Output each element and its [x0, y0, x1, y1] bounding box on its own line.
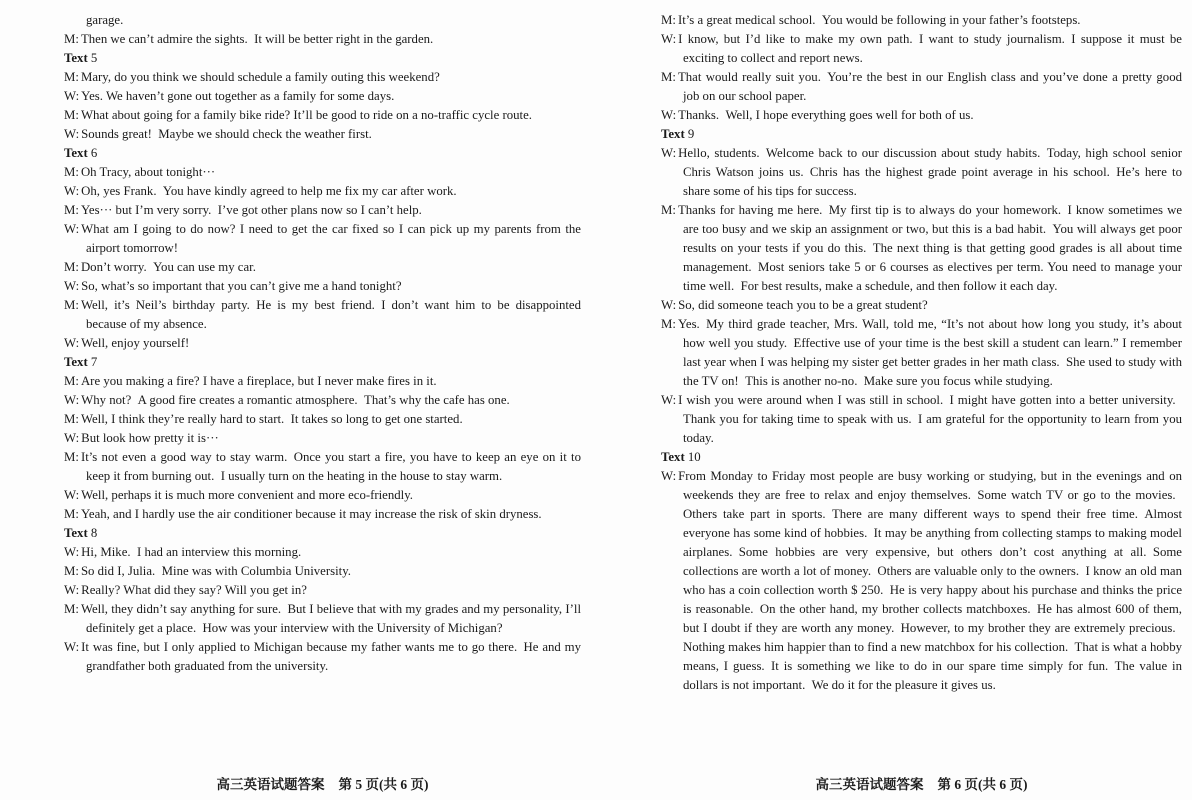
dialogue-line: W: Thanks. Well, I hope everything goes well for both of us. — [661, 108, 974, 122]
dialogue-line: W: Really? What did they say? Will you get in? — [64, 583, 307, 597]
dialogue-line: W: It was fine, but I only applied to Michigan because my father wants me to go there. He and my grandfather both graduated from the university. — [64, 640, 581, 673]
dialogue-line: W: Yes. We haven’t gone out together as a family for some days. — [64, 89, 395, 103]
speaker-label: W: — [661, 32, 677, 46]
speaker-label: M: — [64, 564, 79, 578]
speaker-label: W: — [64, 127, 80, 141]
speaker-label: W: — [64, 393, 80, 407]
dialogue-line: M: Are you making a fire? I have a fireplace, but I never make fires in it. — [64, 374, 437, 388]
dialogue-line: W: I wish you were around when I was still in school. I might have gotten into a better university. Thank you for taking time to speak with us. I am grateful for the opportunity to learn from you today. — [661, 393, 1182, 445]
speaker-label: M: — [64, 108, 79, 122]
dialogue-line: M: Thanks for having me here. My first tip is to always do your homework. I know sometimes we are too busy and we skip an assignment or two, but this is a bad habit. You will always get poor results on your tests if you do this. The next thing is that getting good grades is all about time management. Most seniors take 5 or 6 courses as electives per term. You need to manage your time well. For best results, make a schedule, and then follow it each day. — [661, 203, 1182, 293]
text-section-label: Text — [64, 146, 88, 160]
footer-page-number: 第 6 页(共 6 页) — [937, 777, 1028, 792]
dialogue-line: M: Well, they didn’t say anything for sure. But I believe that with my grades and my personality, I’ll definitely get a place. How was your interview with the University of Michigan? — [64, 602, 581, 635]
text-section-label: Text — [64, 526, 88, 540]
speaker-label: W: — [64, 488, 80, 502]
speaker-label: M: — [661, 203, 676, 217]
dialogue-line: W: Hi, Mike. I had an interview this morning. — [64, 545, 302, 559]
speaker-label: W: — [661, 393, 677, 407]
speaker-label: M: — [64, 507, 79, 521]
page-footer-right — [661, 770, 1182, 800]
speaker-label: M: — [64, 374, 79, 388]
text-section-label: Text — [64, 355, 88, 369]
speaker-label: W: — [64, 545, 80, 559]
continuation-line: garage. — [86, 13, 124, 27]
text-section-heading: Text 9 — [661, 127, 695, 141]
speaker-label: W: — [661, 298, 677, 312]
text-section-heading: Text 10 — [661, 450, 701, 464]
speaker-label: W: — [661, 469, 677, 483]
speaker-label: M: — [64, 165, 79, 179]
text-section-label: Text — [661, 450, 685, 464]
dialogue-line: W: So, did someone teach you to be a great student? — [661, 298, 928, 312]
dialogue-line: M: Don’t worry. You can use my car. — [64, 260, 256, 274]
speaker-label: W: — [64, 89, 80, 103]
footer-title: 高三英语试题答案 — [815, 777, 924, 792]
dialogue-line: W: So, what’s so important that you can’t give me a hand tonight? — [64, 279, 402, 293]
dialogue-line: M: Mary, do you think we should schedule a family outing this weekend? — [64, 70, 440, 84]
column-body-left — [64, 11, 581, 770]
dialogue-line: M: Then we can’t admire the sights. It will be better right in the garden. — [64, 32, 434, 46]
speaker-label: W: — [64, 279, 80, 293]
dialogue-line: W: Oh, yes Frank. You have kindly agreed to help me fix my car after work. — [64, 184, 457, 198]
speaker-label: M: — [64, 203, 79, 217]
dialogue-line: W: I know, but I’d like to make my own path. I want to study journalism. I suppose it must be exciting to collect and report news. — [661, 32, 1182, 65]
text-section-label: Text — [64, 51, 88, 65]
dialogue-line: M: So did I, Julia. Mine was with Columbia University. — [64, 564, 351, 578]
speaker-label: M: — [661, 13, 676, 27]
speaker-label: W: — [64, 184, 80, 198]
speaker-label: M: — [64, 260, 79, 274]
speaker-label: M: — [64, 32, 79, 46]
dialogue-line: M: Yes··· but I’m very sorry. I’ve got other plans now so I can’t help. — [64, 203, 422, 217]
dialogue-line: W: Why not? A good fire creates a romantic atmosphere. That’s why the cafe has one. — [64, 393, 510, 407]
dialogue-line: W: What am I going to do now? I need to get the car fixed so I can pick up my parents from the airport tomorrow! — [64, 222, 581, 255]
dialogue-line: M: Yes. My third grade teacher, Mrs. Wall, told me, “It’s not about how long you study, it’s about how well you study. Effective use of your time is the best skill a student can learn.” I remember last year when I was helping my sister get better grades in her math class. She used to study with the TV on! This is another no-no. Make sure you focus while studying. — [661, 317, 1182, 388]
dialogue-line: M: That would really suit you. You’re the best in our English class and you’ve done a pretty good job on our school paper. — [661, 70, 1182, 103]
page-column-right — [661, 11, 1182, 800]
footer-page-number: 第 5 页(共 6 页) — [338, 777, 429, 792]
speaker-label: M: — [64, 602, 79, 616]
page-column-left — [64, 11, 581, 800]
speaker-label: W: — [661, 146, 677, 160]
dialogue-line: W: Well, perhaps it is much more convenient and more eco-friendly. — [64, 488, 413, 502]
dialogue-line: W: From Monday to Friday most people are busy working or studying, but in the evenings and on weekends they are free to relax and enjoy themselves. Some watch TV or go to the movies. Others take part in sports. There are many different ways to spend their free time. Almost everyone has some kind of hobbies. It may be anything from collecting stamps to making model airplanes. Some hobbies are very expensive, but others don’t cost anything at all. Some collections are worth a lot of money. Others are valuable only to the owners. I know an old man who has a coin collection worth $ 250. He is very happy about his purchase and thinks the price is reasonable. On the other hand, my brother collects matchboxes. He has almost 600 of them, but I doubt if they are worth any money. However, to my brother they are extremely precious. Nothing makes him happier than to find a new matchbox for his collection. That is what a hobby means, I guess. It is something we like to do in our spare time simply for fun. The value in dollars is not important. We do it for the pleasure it gives us. — [661, 469, 1182, 692]
page-footer-left — [64, 770, 581, 800]
dialogue-line: W: Hello, students. Welcome back to our discussion about study habits. Today, high school senior Chris Watson joins us. Chris has the highest grade point average in his school. He’s here to share some of his tips for success. — [661, 146, 1182, 198]
dialogue-line: W: Well, enjoy yourself! — [64, 336, 190, 350]
dialogue-line: M: Well, it’s Neil’s birthday party. He is my best friend. I don’t want him to be disappointed because of my absence. — [64, 298, 581, 331]
text-section-label: Text — [661, 127, 685, 141]
text-section-heading: Text 5 — [64, 51, 98, 65]
text-section-heading: Text 6 — [64, 146, 98, 160]
speaker-label: M: — [64, 298, 79, 312]
dialogue-line: M: It’s not even a good way to stay warm. Once you start a fire, you have to keep an eye on it to keep it from burning out. I usually turn on the heating in the house to stay warm. — [64, 450, 581, 483]
dialogue-line: W: But look how pretty it is··· — [64, 431, 219, 445]
speaker-label: W: — [661, 108, 677, 122]
footer-title: 高三英语试题答案 — [216, 777, 325, 792]
speaker-label: W: — [64, 640, 80, 654]
speaker-label: W: — [64, 222, 80, 236]
speaker-label: W: — [64, 336, 80, 350]
speaker-label: W: — [64, 583, 80, 597]
dialogue-line: W: Sounds great! Maybe we should check the weather first. — [64, 127, 372, 141]
dialogue-line: M: What about going for a family bike ride? It’ll be good to ride on a no-traffic cycle route. — [64, 108, 532, 122]
dialogue-line: M: Oh Tracy, about tonight··· — [64, 165, 216, 179]
speaker-label: M: — [64, 412, 79, 426]
dialogue-line: M: Well, I think they’re really hard to start. It takes so long to get one started. — [64, 412, 463, 426]
speaker-label: M: — [64, 70, 79, 84]
speaker-label: W: — [64, 431, 80, 445]
text-section-heading: Text 8 — [64, 526, 98, 540]
speaker-label: M: — [661, 317, 676, 331]
dialogue-line: M: It’s a great medical school. You would be following in your father’s footsteps. — [661, 13, 1081, 27]
speaker-label: M: — [661, 70, 676, 84]
dialogue-line: M: Yeah, and I hardly use the air conditioner because it may increase the risk of skin dryness. — [64, 507, 542, 521]
column-body-right — [661, 11, 1182, 770]
speaker-label: M: — [64, 450, 79, 464]
text-section-heading: Text 7 — [64, 355, 98, 369]
